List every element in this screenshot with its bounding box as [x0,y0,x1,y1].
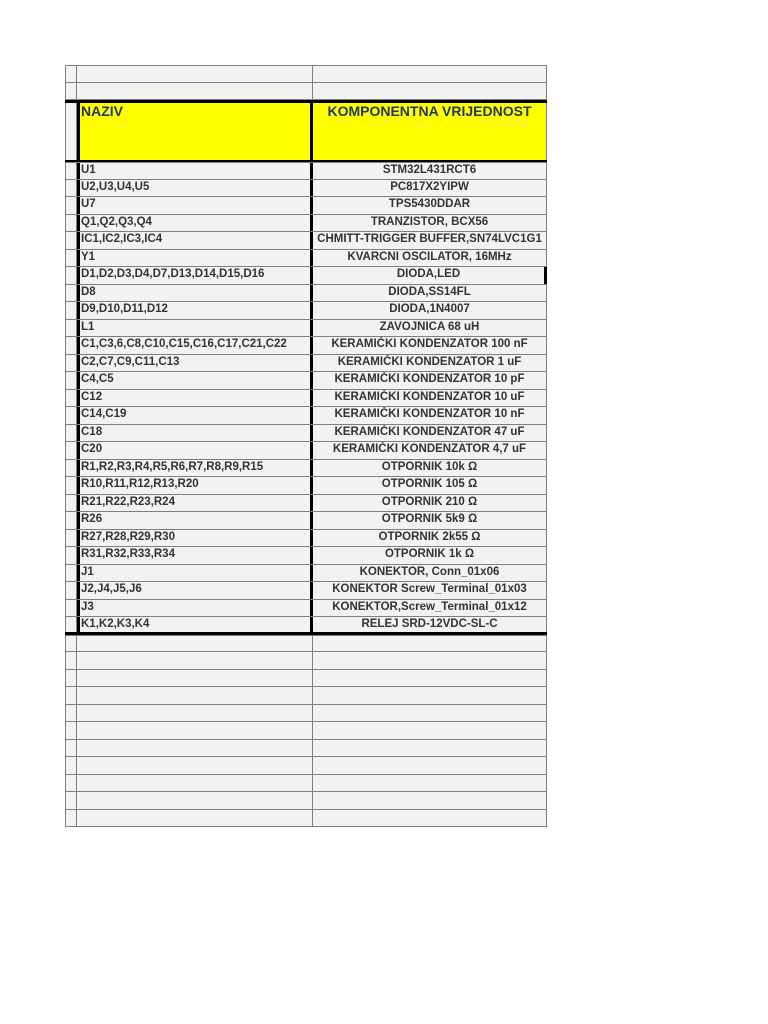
cell-vrijednost[interactable]: OTPORNIK 5k9 Ω [313,512,547,529]
table-row[interactable] [65,600,547,618]
row-gutter [65,775,77,792]
cell-naziv[interactable]: C18 [77,425,313,442]
row-gutter [65,705,77,722]
table-row[interactable] [65,442,547,460]
cell-vrijednost[interactable] [313,722,547,739]
table-row[interactable] [65,460,547,478]
row-gutter [65,163,77,179]
table-row[interactable] [65,425,547,443]
cell-vrijednost[interactable]: KERAMIČKI KONDENZATOR 47 uF [313,425,547,442]
empty-row[interactable] [65,652,547,670]
row-gutter [65,495,77,512]
cell-vrijednost[interactable]: KONEKTOR,Screw_Terminal_01x12 [313,600,547,617]
table-row[interactable] [65,512,547,530]
row-gutter [65,792,77,809]
cell-naziv[interactable]: C12 [77,390,313,407]
cell-naziv[interactable]: D8 [77,285,313,302]
cell-naziv[interactable]: U7 [77,197,313,214]
table-row[interactable] [65,547,547,565]
row-gutter [65,460,77,477]
row-gutter [65,103,77,160]
row-gutter [65,355,77,372]
table-row[interactable] [65,565,547,583]
cell-naziv[interactable]: U1 [77,163,313,179]
cell-naziv[interactable]: C4,C5 [77,372,313,389]
cell-naziv[interactable]: R21,R22,R23,R24 [77,495,313,512]
row-gutter [65,636,77,652]
cell-vrijednost[interactable]: ZAVOJNICA 68 uH [313,320,547,337]
cell-naziv[interactable] [77,705,313,722]
empty-row[interactable] [65,722,547,740]
cell-vrijednost[interactable] [313,670,547,687]
cell-vrijednost[interactable]: KONEKTOR Screw_Terminal_01x03 [313,582,547,599]
cell-vrijednost[interactable]: DIODA,SS14FL [313,285,547,302]
cell-naziv[interactable] [77,740,313,757]
cell-naziv[interactable] [77,810,313,827]
empty-row[interactable] [65,705,547,723]
table-row[interactable] [65,495,547,513]
cell-vrijednost[interactable]: PC817X2YIPW [313,180,547,197]
cell-naziv[interactable]: R31,R32,R33,R34 [77,547,313,564]
row-gutter [65,425,77,442]
cell-vrijednost[interactable] [313,652,547,669]
cell-naziv[interactable]: D1,D2,D3,D4,D7,D13,D14,D15,D16 [77,267,313,284]
table-row[interactable] [65,320,547,338]
row-gutter [65,617,77,632]
row-gutter [65,547,77,564]
row-gutter [65,180,77,197]
spreadsheet-table [65,65,547,827]
cell-naziv[interactable]: R26 [77,512,313,529]
cell-vrijednost[interactable] [313,636,547,652]
cell-naziv[interactable]: R10,R11,R12,R13,R20 [77,477,313,494]
empty-row[interactable] [65,687,547,705]
empty-row[interactable] [65,757,547,775]
header-naziv[interactable]: NAZIV [77,103,313,160]
empty-row[interactable] [65,635,547,653]
cell-vrijednost[interactable]: OTPORNIK 105 Ω [313,477,547,494]
cell-vrijednost[interactable] [313,810,547,827]
cell-vrijednost[interactable] [313,757,547,774]
header-vrijednost[interactable]: KOMPONENTNA VRIJEDNOST [313,103,547,160]
table-row[interactable] [65,582,547,600]
cell-vrijednost[interactable]: OTPORNIK 10k Ω [313,460,547,477]
table-row[interactable] [65,232,547,250]
table-row[interactable] [65,215,547,233]
cell-naziv[interactable]: C20 [77,442,313,459]
cell-naziv[interactable]: IC1,IC2,IC3,IC4 [77,232,313,249]
row-gutter [65,337,77,354]
row-gutter [65,285,77,302]
row-gutter [65,197,77,214]
cell-vrijednost[interactable] [313,740,547,757]
row-gutter [65,372,77,389]
table-row[interactable] [65,267,547,285]
table-row[interactable] [65,530,547,548]
row-gutter [65,687,77,704]
cell-naziv[interactable]: K1,K2,K3,K4 [77,617,313,632]
row-gutter [65,302,77,319]
row-gutter [65,652,77,669]
empty-row[interactable] [65,810,547,828]
row-gutter [65,250,77,267]
empty-row[interactable] [65,792,547,810]
cell-naziv[interactable]: Y1 [77,250,313,267]
table-row[interactable] [65,372,547,390]
row-gutter [65,670,77,687]
cell-naziv[interactable]: C2,C7,C9,C11,C13 [77,355,313,372]
cell-vrijednost[interactable]: KERAMIČKI KONDENZATOR 10 pF [313,372,547,389]
cell-naziv[interactable] [77,775,313,792]
cell-naziv[interactable]: Q1,Q2,Q3,Q4 [77,215,313,232]
row-gutter [65,722,77,739]
cell-naziv[interactable]: R27,R28,R29,R30 [77,530,313,547]
cell-naziv[interactable]: C1,C3,6,C8,C10,C15,C16,C17,C21,C22 [77,337,313,354]
cell-vrijednost[interactable]: STM32L431RCT6 [313,163,547,179]
cell-naziv[interactable]: J2,J4,J5,J6 [77,582,313,599]
table-row[interactable] [65,617,547,635]
cell-naziv[interactable] [77,636,313,652]
cell-vrijednost[interactable] [313,775,547,792]
table-row[interactable] [65,197,547,215]
cell-naziv[interactable] [77,66,313,82]
cell-naziv[interactable]: J3 [77,600,313,617]
cell-naziv[interactable] [77,792,313,809]
cell-vrijednost[interactable] [313,687,547,704]
cell-naziv[interactable]: D9,D10,D11,D12 [77,302,313,319]
row-gutter [65,530,77,547]
row-gutter [65,477,77,494]
row-gutter [65,390,77,407]
row-gutter [65,757,77,774]
table-row[interactable] [65,250,547,268]
empty-row[interactable] [65,65,547,83]
table-row[interactable] [65,355,547,373]
cell-naziv[interactable]: C14,C19 [77,407,313,424]
cell-naziv[interactable]: U2,U3,U4,U5 [77,180,313,197]
cell-naziv[interactable] [77,687,313,704]
row-gutter [65,215,77,232]
cell-vrijednost[interactable]: KERAMIČKI KONDENZATOR 4,7 uF [313,442,547,459]
row-gutter [65,407,77,424]
row-gutter [65,582,77,599]
cell-vrijednost[interactable] [313,792,547,809]
row-gutter [65,565,77,582]
table-row[interactable] [65,180,547,198]
row-gutter [65,512,77,529]
cell-vrijednost[interactable]: DIODA,1N4007 [313,302,547,319]
empty-row[interactable] [65,83,547,101]
cell-vrijednost[interactable]: TRANZISTOR, BCX56 [313,215,547,232]
cell-vrijednost[interactable]: KERAMIČKI KONDENZATOR 10 uF [313,390,547,407]
table-row[interactable] [65,285,547,303]
cell-vrijednost[interactable]: CHMITT-TRIGGER BUFFER,SN74LVC1G1 [313,232,547,249]
cell-vrijednost[interactable] [313,83,547,100]
table-row[interactable] [65,302,547,320]
row-gutter [65,66,77,82]
cell-vrijednost[interactable]: KERAMIČKI KONDENZATOR 10 nF [313,407,547,424]
cell-vrijednost[interactable]: DIODA,LED [313,267,547,284]
cell-naziv[interactable] [77,757,313,774]
table-row[interactable] [65,477,547,495]
cell-naziv[interactable]: J1 [77,565,313,582]
empty-row[interactable] [65,740,547,758]
row-gutter [65,267,77,284]
cell-naziv[interactable] [77,83,313,100]
row-gutter [65,320,77,337]
cell-naziv[interactable] [77,722,313,739]
row-gutter [65,600,77,617]
row-gutter [65,232,77,249]
row-gutter [65,83,77,100]
cell-naziv[interactable] [77,652,313,669]
cell-vrijednost[interactable]: KVARCNI OSCILATOR, 16MHz [313,250,547,267]
table-row[interactable] [65,162,547,180]
header-row [65,100,547,162]
cell-naziv[interactable]: R1,R2,R3,R4,R5,R6,R7,R8,R9,R15 [77,460,313,477]
cell-vrijednost[interactable]: KERAMIČKI KONDENZATOR 100 nF [313,337,547,354]
cell-vrijednost[interactable]: OTPORNIK 210 Ω [313,495,547,512]
table-row[interactable] [65,390,547,408]
row-gutter [65,810,77,827]
table-row[interactable] [65,337,547,355]
cell-vrijednost[interactable] [313,66,547,82]
row-gutter [65,740,77,757]
blank-rows [65,635,547,828]
table-row[interactable] [65,407,547,425]
cell-vrijednost[interactable]: RELEJ SRD-12VDC-SL-C [313,617,547,632]
cell-vrijednost[interactable]: OTPORNIK 1k Ω [313,547,547,564]
row-gutter [65,442,77,459]
cell-vrijednost[interactable]: KERAMIČKI KONDENZATOR 1 uF [313,355,547,372]
empty-row[interactable] [65,670,547,688]
cell-vrijednost[interactable]: KONEKTOR, Conn_01x06 [313,565,547,582]
cell-naziv[interactable]: L1 [77,320,313,337]
cell-vrijednost[interactable] [313,705,547,722]
cell-naziv[interactable] [77,670,313,687]
empty-row[interactable] [65,775,547,793]
cell-vrijednost[interactable]: OTPORNIK 2k55 Ω [313,530,547,547]
data-rows [65,162,547,635]
cell-vrijednost[interactable]: TPS5430DDAR [313,197,547,214]
